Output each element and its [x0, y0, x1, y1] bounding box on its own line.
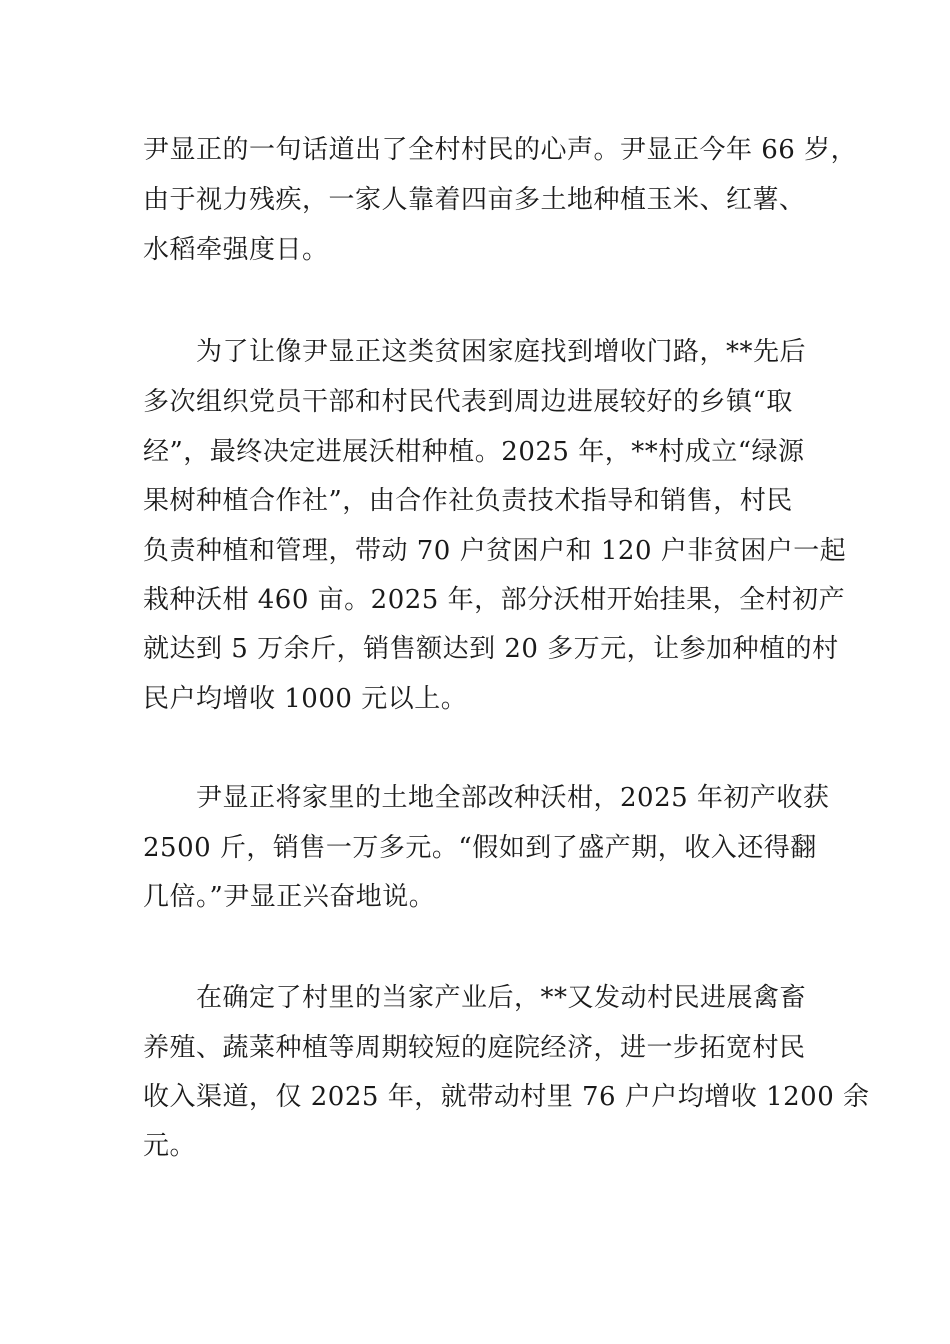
paragraph-line: 果树种植合作社”，由合作社负责技术指导和销售，村民 — [143, 486, 793, 516]
paragraph-line: 几倍。”尹显正兴奋地说。 — [143, 882, 436, 912]
paragraph-line: 尹显正的一句话道出了全村村民的心声。尹显正今年 66 岁， — [143, 135, 858, 165]
paragraph-line: 2500 斤，销售一万多元。“假如到了盛产期，收入还得翻 — [143, 833, 817, 863]
paragraph-line: 收入渠道，仅 2025 年，就带动村里 76 户户均增收 1200 余 — [143, 1082, 870, 1112]
paragraph-line: 在确定了村里的当家产业后，**又发动村民进展禽畜 — [196, 983, 807, 1013]
paragraph-line: 负责种植和管理，带动 70 户贫困户和 120 户非贫困户一起 — [143, 536, 847, 566]
paragraph-line: 尹显正将家里的土地全部改种沃柑，2025 年初产收获 — [196, 783, 830, 813]
paragraph-line: 经”，最终决定进展沃柑种植。2025 年，**村成立“绿源 — [143, 437, 805, 467]
paragraph-line: 元。 — [143, 1131, 197, 1161]
paragraph-line: 由于视力残疾，一家人靠着四亩多土地种植玉米、红薯、 — [143, 185, 806, 215]
paragraph-line: 多次组织党员干部和村民代表到周边进展较好的乡镇“取 — [143, 387, 793, 417]
paragraph-line: 民户均增收 1000 元以上。 — [143, 684, 468, 714]
paragraph-line: 为了让像尹显正这类贫困家庭找到增收门路，**先后 — [196, 337, 807, 367]
paragraph-line: 养殖、蔬菜种植等周期较短的庭院经济，进一步拓宽村民 — [143, 1033, 806, 1063]
paragraph-line: 水稻牵强度日。 — [143, 235, 329, 265]
paragraph-line: 栽种沃柑 460 亩。2025 年，部分沃柑开始挂果，全村初产 — [143, 585, 846, 615]
paragraph-line: 就达到 5 万余斤，销售额达到 20 多万元，让参加种植的村 — [143, 634, 839, 664]
